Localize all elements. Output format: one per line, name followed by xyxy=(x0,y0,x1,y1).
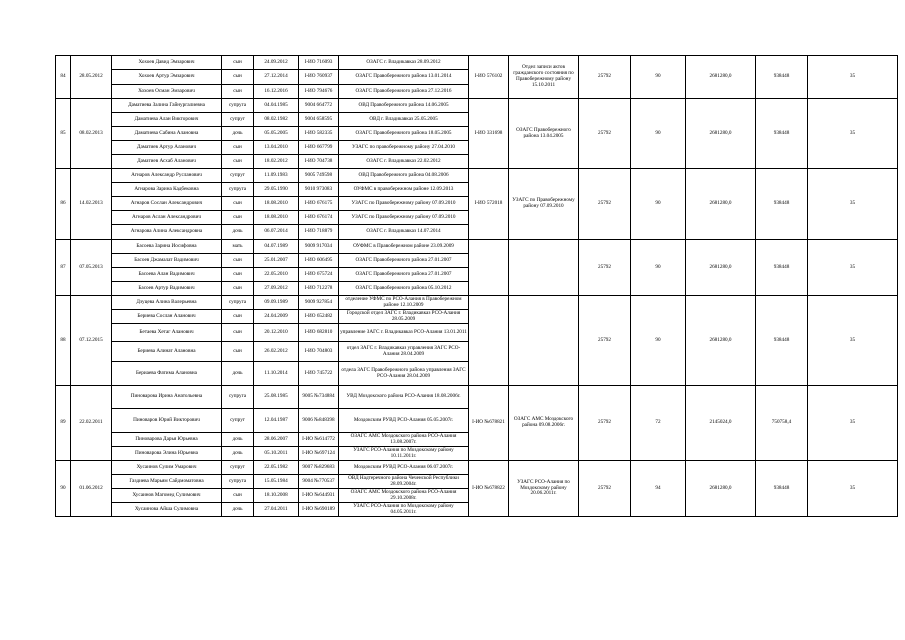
member-issued-cell: УЗАГС по правобережному району 27.04.2010 xyxy=(339,141,469,155)
member-issued-cell: ОЗАГС г. Владикавказ 22.02.2012 xyxy=(339,155,469,169)
member-name-cell: Басоева Алан Вадимович xyxy=(112,268,222,282)
member-relation-cell: сын xyxy=(222,155,254,169)
member-name-cell: Даматиева Алан Викторович xyxy=(112,113,222,127)
house-issuer-cell xyxy=(509,296,579,386)
member-issued-cell: УЗАГС по Правобережному району 07.09.2010 xyxy=(339,197,469,211)
family-date-cell: 28.05.2012 xyxy=(71,56,112,99)
member-name-cell: Дзуцева Алина Валерьевна xyxy=(112,296,222,310)
member-issued-cell: ОЗАГС г. Владикавказ 28.09.2012 xyxy=(339,56,469,70)
member-document-cell: I-ИО 704738 xyxy=(299,155,339,169)
member-issued-cell: ОВД Правобережного района 04.08.2006 xyxy=(339,169,469,183)
kind-cell: 94 xyxy=(631,461,686,517)
member-name-cell: Даматиева Залина Гайнургалиевна xyxy=(112,99,222,113)
table-row xyxy=(56,296,898,310)
member-name-cell: Пиноваров Юрий Викторович xyxy=(112,409,222,433)
amount-cell: 2681280,0 xyxy=(686,56,756,99)
member-dob-cell: 26.02.2012 xyxy=(254,342,299,362)
member-document-cell: I-ИО 682810 xyxy=(299,324,339,342)
size-cell: 25792 xyxy=(579,169,631,240)
size-cell: 25792 xyxy=(579,240,631,296)
amount-cell: 2681280,0 xyxy=(686,99,756,169)
member-relation-cell: дочь xyxy=(222,433,254,447)
member-document-cell: I-ИО 718879 xyxy=(299,225,339,240)
member-dob-cell: 08.02.1982 xyxy=(254,113,299,127)
member-relation-cell: супруг xyxy=(222,169,254,183)
size-cell: 25792 xyxy=(579,56,631,99)
member-issued-cell: УЗАГС РСО-Алания по Моздокскому району 04.05.2011г. xyxy=(339,503,469,517)
member-name-cell: Газдиева Марьям Сайдмоматовна xyxy=(112,475,222,489)
member-issued-cell: ОВД Надтеречного района Чеченской Республики 28.09.2004г. xyxy=(339,475,469,489)
member-name-cell: Хусаинов Сулим Умарович xyxy=(112,461,222,475)
percent-cell: 35 xyxy=(808,169,898,240)
member-issued-cell: ОЗАГС Правобережного района 27.12.2016 xyxy=(339,85,469,99)
family-date-cell: 07.12.2015 xyxy=(71,296,112,386)
member-name-cell: Агнаров Сослан Александрович xyxy=(112,197,222,211)
member-dob-cell: 20.12.2010 xyxy=(254,324,299,342)
member-document-cell: I-ИО 606495 xyxy=(299,254,339,268)
member-document-cell: I-ИО 794676 xyxy=(299,85,339,99)
family-date-cell: 07.05.2013 xyxy=(71,240,112,296)
member-name-cell: Даматиева Сабина Алановна xyxy=(112,127,222,141)
family-number-cell: 90 xyxy=(56,461,71,517)
member-name-cell: Хохоев Артур Эмзарович xyxy=(112,70,222,85)
house-issuer-cell: УЗАГС по Правобережному району 07.09.2010 xyxy=(509,169,579,240)
member-issued-cell: ОЗАГС Правобережного района 05.10.2012 xyxy=(339,282,469,296)
member-name-cell: Даматиев Артур Аланович xyxy=(112,141,222,155)
kind-cell: 90 xyxy=(631,56,686,99)
table-row xyxy=(56,56,898,70)
kind-cell: 90 xyxy=(631,296,686,386)
member-name-cell: Бетаева Хетаг Аланович xyxy=(112,324,222,342)
member-relation-cell: сын xyxy=(222,70,254,85)
size-cell: 25792 xyxy=(579,99,631,169)
member-issued-cell: ОЗАГС АМС Моздокского района РСО-Алания 13.08.2007г. xyxy=(339,433,469,447)
member-name-cell: Хусаинов Магомед Сулимович xyxy=(112,489,222,503)
member-document-cell: 9009 927854 xyxy=(299,296,339,310)
member-name-cell: Басоев Джамалат Вадимович xyxy=(112,254,222,268)
member-document-cell: I-ИО 676175 xyxy=(299,197,339,211)
member-relation-cell: сын xyxy=(222,342,254,362)
family-date-cell: 08.02.2013 xyxy=(71,99,112,169)
table-row xyxy=(56,240,898,254)
member-issued-cell: УЗАГС РСО-Алания по Моздокскому району 10.11.2011г. xyxy=(339,447,469,461)
member-document-cell: 9009 917034 xyxy=(299,240,339,254)
member-dob-cell: 04.07.1989 xyxy=(254,240,299,254)
member-document-cell: I-ИО 745722 xyxy=(299,362,339,386)
amount-cell: 2681280,0 xyxy=(686,169,756,240)
member-name-cell: Бериева Сослан Аланович xyxy=(112,310,222,324)
member-issued-cell: ОЗАГС АМС Моздокского района РСО-Алания 29.10.2008г. xyxy=(339,489,469,503)
member-name-cell: Бериаева Фатима Алановна xyxy=(112,362,222,386)
member-document-cell: I-ИО №644931 xyxy=(299,489,339,503)
family-number-cell: 86 xyxy=(56,169,71,240)
member-document-cell: I-ИО 675724 xyxy=(299,268,339,282)
member-relation-cell: сын xyxy=(222,85,254,99)
member-name-cell: Хусаинова Айша Сулимовна xyxy=(112,503,222,517)
member-relation-cell: супруга xyxy=(222,99,254,113)
families-table xyxy=(55,55,898,517)
member-name-cell: Бериева Алинат Алановна xyxy=(112,342,222,362)
member-issued-cell: УВД Моздокского района РСО-Алания 18.08.2006г. xyxy=(339,386,469,409)
member-document-cell: I-ИО 676174 xyxy=(299,211,339,225)
member-name-cell: Басоев Артур Вадимович xyxy=(112,282,222,296)
member-dob-cell: 29.05.1990 xyxy=(254,183,299,197)
member-relation-cell: сын xyxy=(222,489,254,503)
member-dob-cell: 18.08.2010 xyxy=(254,211,299,225)
member-name-cell: Агнаров Аслан Александрович xyxy=(112,211,222,225)
member-relation-cell: сын xyxy=(222,141,254,155)
family-date-cell: 14.02.2013 xyxy=(71,169,112,240)
percent-cell: 35 xyxy=(808,99,898,169)
member-document-cell: I-ИО 667799 xyxy=(299,141,339,155)
house-cert-cell: I-ИО 572018 xyxy=(469,169,509,240)
house-issuer-cell: Отдел записи актов гражданского состояния по Правобережному району 15.10.2011 xyxy=(509,56,579,99)
member-relation-cell: сын xyxy=(222,282,254,296)
family-number-cell: 87 xyxy=(56,240,71,296)
member-dob-cell: 06.07.2014 xyxy=(254,225,299,240)
member-relation-cell: мать xyxy=(222,240,254,254)
member-relation-cell: супруга xyxy=(222,475,254,489)
percent-cell: 35 xyxy=(808,56,898,99)
member-name-cell: Даматиев Асхаб Аланович xyxy=(112,155,222,169)
amount-cell: 2145024,0 xyxy=(686,386,756,461)
member-document-cell: I-ИО №690189 xyxy=(299,503,339,517)
member-document-cell: 9005 №734884 xyxy=(299,386,339,409)
house-issuer-cell: УЗАГС РСО-Алания по Моздокскому району 20.06.2011г. xyxy=(509,461,579,517)
member-name-cell: Пиноварова Дарья Юрьевна xyxy=(112,433,222,447)
kind-cell: 90 xyxy=(631,99,686,169)
member-dob-cell: 27.09.2012 xyxy=(254,282,299,296)
member-issued-cell: Городской отдел ЗАГС г. Владикавказ РСО-Алания 28.05.2009 xyxy=(339,310,469,324)
percent-cell: 35 xyxy=(808,296,898,386)
member-relation-cell: сын xyxy=(222,56,254,70)
member-issued-cell: ОЗАГС Правобережного района 13.01.2014 xyxy=(339,70,469,85)
family-date-cell: 22.02.2011 xyxy=(71,386,112,461)
member-document-cell: I-ИО 582335 xyxy=(299,127,339,141)
member-document-cell: I-ИО 716093 xyxy=(299,56,339,70)
amount-cell: 2681280,0 xyxy=(686,296,756,386)
member-dob-cell: 18.02.2012 xyxy=(254,155,299,169)
percent-cell: 35 xyxy=(808,386,898,461)
amount-cell: 2681280,0 xyxy=(686,461,756,517)
member-relation-cell: сын xyxy=(222,197,254,211)
share-cell: 938448 xyxy=(756,296,808,386)
member-relation-cell: супруга xyxy=(222,386,254,409)
member-document-cell: 9005 749598 xyxy=(299,169,339,183)
house-issuer-cell: ОЗАГС АМС Моздокского района 09.08.2006г. xyxy=(509,386,579,461)
member-relation-cell: супруг xyxy=(222,113,254,127)
member-document-cell: I-ИО 652482 xyxy=(299,310,339,324)
member-document-cell: I-ИО №614772 xyxy=(299,433,339,447)
member-document-cell: 9004 664772 xyxy=(299,99,339,113)
amount-cell: 2681280,0 xyxy=(686,240,756,296)
member-issued-cell: ОУФМС в правобережном районе 12.09.2013 xyxy=(339,183,469,197)
member-dob-cell: 04.04.1985 xyxy=(254,99,299,113)
house-cert-cell: I-ИО №678821 xyxy=(469,386,509,461)
member-issued-cell: ОВД г. Владикавказ 25.05.2005 xyxy=(339,113,469,127)
member-dob-cell: 24.09.2012 xyxy=(254,56,299,70)
member-relation-cell: супруга xyxy=(222,296,254,310)
member-relation-cell: супруга xyxy=(222,183,254,197)
member-document-cell: I-ИО 704803 xyxy=(299,342,339,362)
family-number-cell: 89 xyxy=(56,386,71,461)
member-relation-cell: супруг xyxy=(222,461,254,475)
share-cell: 938448 xyxy=(756,461,808,517)
member-issued-cell: ОЗАГС г. Владикавказ 14.07.2014 xyxy=(339,225,469,240)
member-issued-cell: отделение УФМС по РСО-Алания в Правобережном районе 12.10.2009 xyxy=(339,296,469,310)
member-dob-cell: 05.05.2005 xyxy=(254,127,299,141)
member-issued-cell: ОЗАГС Правобережного района 27.01.2007 xyxy=(339,268,469,282)
member-relation-cell: дочь xyxy=(222,362,254,386)
member-issued-cell: ОВД Правобережного района 14.06.2005 xyxy=(339,99,469,113)
member-name-cell: Пиноварова Ирина Анатольевна xyxy=(112,386,222,409)
member-document-cell: I-ИО №697124 xyxy=(299,447,339,461)
member-name-cell: Агнарова Зарина Кадбековна xyxy=(112,183,222,197)
family-number-cell: 84 xyxy=(56,56,71,99)
member-document-cell: 9004 №770537 xyxy=(299,475,339,489)
family-date-cell: 01.06.2012 xyxy=(71,461,112,517)
member-name-cell: Пиноварова Элина Юрьевна xyxy=(112,447,222,461)
member-relation-cell: дочь xyxy=(222,127,254,141)
house-cert-cell xyxy=(469,296,509,386)
member-dob-cell: 05.10.2011 xyxy=(254,447,299,461)
member-dob-cell: 11.09.1983 xyxy=(254,169,299,183)
member-dob-cell: 28.06.2007 xyxy=(254,433,299,447)
member-issued-cell: Моздокским РУВД РСО-Алания 05.05.2007г. xyxy=(339,409,469,433)
member-document-cell: I-ИО 712278 xyxy=(299,282,339,296)
size-cell: 25792 xyxy=(579,296,631,386)
house-cert-cell xyxy=(469,240,509,296)
table-row xyxy=(56,169,898,183)
family-number-cell: 85 xyxy=(56,99,71,169)
member-relation-cell: сын xyxy=(222,211,254,225)
house-cert-cell: I-ИО №678822 xyxy=(469,461,509,517)
member-issued-cell: ОЗАГС Правобережного района 27.01.2007 xyxy=(339,254,469,268)
member-dob-cell: 09.09.1989 xyxy=(254,296,299,310)
member-issued-cell: отдел ЗАГС г. Владикавказ управления ЗАГС РСО-Алания 28.04.2009 xyxy=(339,342,469,362)
percent-cell: 35 xyxy=(808,240,898,296)
member-name-cell: Агнарова Алина Александровна xyxy=(112,225,222,240)
share-cell: 938448 xyxy=(756,99,808,169)
member-issued-cell: отдела ЗАГС Правобережного района управления ЗАГС РСО-Алания 28.04.2009 xyxy=(339,362,469,386)
member-dob-cell: 13.04.2010 xyxy=(254,141,299,155)
percent-cell: 35 xyxy=(808,461,898,517)
size-cell: 25792 xyxy=(579,386,631,461)
share-cell: 750758,4 xyxy=(756,386,808,461)
member-dob-cell: 25.08.1985 xyxy=(254,386,299,409)
member-relation-cell: дочь xyxy=(222,503,254,517)
member-document-cell: 9007 №829683 xyxy=(299,461,339,475)
member-dob-cell: 22.05.2010 xyxy=(254,268,299,282)
member-issued-cell: ОЗАГС Правобережного района 18.05.2005 xyxy=(339,127,469,141)
member-relation-cell: супруг xyxy=(222,409,254,433)
member-document-cell: 9006 №848398 xyxy=(299,409,339,433)
member-dob-cell: 11.10.2014 xyxy=(254,362,299,386)
table-row xyxy=(56,461,898,475)
member-relation-cell: сын xyxy=(222,324,254,342)
share-cell: 938448 xyxy=(756,240,808,296)
member-dob-cell: 27.12.2014 xyxy=(254,70,299,85)
member-relation-cell: дочь xyxy=(222,447,254,461)
table-row xyxy=(56,386,898,409)
member-issued-cell: ОУФМС в Правобережном районе 23.09.2009 xyxy=(339,240,469,254)
member-dob-cell: 15.05.1984 xyxy=(254,475,299,489)
share-cell: 938448 xyxy=(756,169,808,240)
kind-cell: 72 xyxy=(631,386,686,461)
kind-cell: 90 xyxy=(631,169,686,240)
house-issuer-cell xyxy=(509,240,579,296)
share-cell: 938448 xyxy=(756,56,808,99)
member-name-cell: Басоева Зарина Иосифовна xyxy=(112,240,222,254)
table-row xyxy=(56,99,898,113)
house-issuer-cell: ОЗАГС Правобережного района 13.04.2005 xyxy=(509,99,579,169)
member-name-cell: Хохоев Осман Эмзарович xyxy=(112,85,222,99)
member-issued-cell: Моздокским РУВД РСО-Алания 06.07.2007г. xyxy=(339,461,469,475)
member-issued-cell: УЗАГС по Правобережному району 07.09.2010 xyxy=(339,211,469,225)
member-document-cell: 9004 658595 xyxy=(299,113,339,127)
house-cert-cell: I-ИО 331698 xyxy=(469,99,509,169)
member-relation-cell: сын xyxy=(222,268,254,282)
member-relation-cell: сын xyxy=(222,254,254,268)
family-number-cell: 88 xyxy=(56,296,71,386)
member-dob-cell: 18.10.2008 xyxy=(254,489,299,503)
size-cell: 25792 xyxy=(579,461,631,517)
member-dob-cell: 18.08.2010 xyxy=(254,197,299,211)
member-dob-cell: 25.01.2007 xyxy=(254,254,299,268)
member-dob-cell: 24.04.2009 xyxy=(254,310,299,324)
member-document-cell: 9010 973083 xyxy=(299,183,339,197)
member-dob-cell: 16.12.2016 xyxy=(254,85,299,99)
member-name-cell: Агнаров Александр Русланович xyxy=(112,169,222,183)
member-relation-cell: сын xyxy=(222,310,254,324)
member-issued-cell: управление ЗАГС г. Владикавказ РСО-Алания 13.01.2011 xyxy=(339,324,469,342)
member-relation-cell: дочь xyxy=(222,225,254,240)
member-dob-cell: 27.04.2011 xyxy=(254,503,299,517)
member-dob-cell: 12.04.1987 xyxy=(254,409,299,433)
kind-cell: 90 xyxy=(631,240,686,296)
member-document-cell: I-ИО 760937 xyxy=(299,70,339,85)
member-dob-cell: 22.05.1982 xyxy=(254,461,299,475)
house-cert-cell: I-ИО 576102 xyxy=(469,56,509,99)
member-name-cell: Хохоев Давид Эмзарович xyxy=(112,56,222,70)
